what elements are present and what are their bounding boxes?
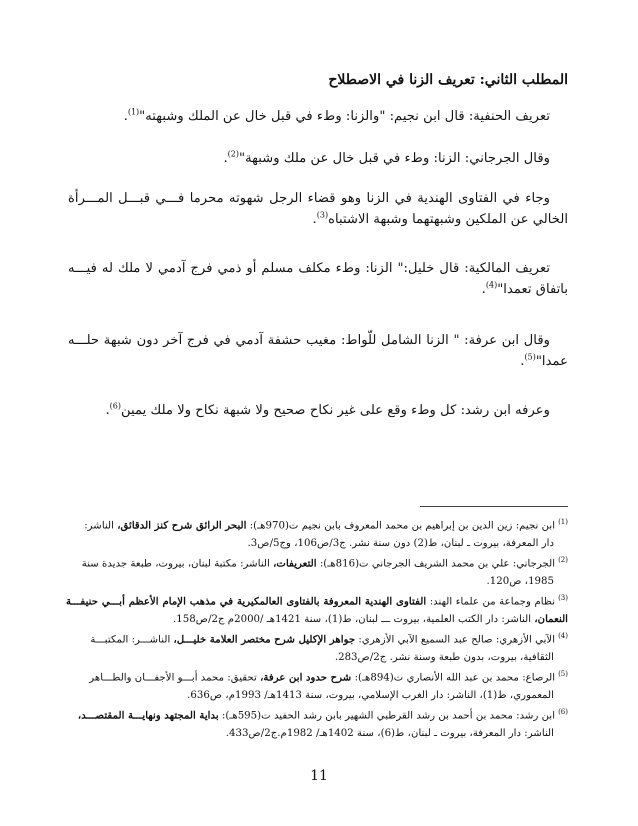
footnote-author: ابن نجيم: زين الدين بن إبراهيم بن محمد المعروف بابن نجيم ت(970هـ): — [249, 520, 556, 532]
footnote-number: (6) — [558, 708, 568, 716]
section-heading: المطلب الثاني: تعريف الزنا في الاصطلاح — [328, 72, 568, 88]
footnote-author: الآبي الأزهري: صالح عبد السميع الآبي الأزهري: — [358, 634, 556, 646]
paragraph-ibn-rushd — [68, 400, 568, 421]
paragraph-end: . — [223, 151, 228, 166]
paragraph-end: . — [520, 354, 525, 369]
footnote-publisher: الناشر: دار الكتب العلمية، بيروت ـــ لبنان، ط(1)، سنة 1421هـ /2000م ج2/ص158. — [173, 613, 532, 625]
footnote-publisher: الناشـــر: المكتبـــة — [90, 634, 171, 646]
paragraph-text: وعرفه ابن رشد: كل وطء وقع على غير نكاح صحيح ولا شبهة نكاح ولا ملك يمين — [120, 403, 550, 418]
footnote-divider — [420, 506, 568, 507]
footnote-2 — [66, 552, 568, 590]
footnote-continuation: الناشر: دار المعرفة، بيروت ـ لبنان، ط(6)، سنة 1402هـ/ 1982م.ج2/ص433. — [225, 727, 554, 739]
paragraph-end: . — [312, 212, 317, 227]
paragraph-text: وجاء في الفتاوى الهندية في الزنا وهو قضاء الرجل شهوته محرما فـــي قبـــل المـــرأة الخالي عن الملكين وشبهتهما وشبهة الاشتباه — [68, 191, 568, 227]
footnote-title: شرح حدود ابن عرفة، — [260, 671, 352, 684]
footnote-number: (1) — [558, 518, 568, 526]
footnote-publisher: الناشر: مكتبة لبنان، بيروت، طبعة جديدة سنة — [81, 558, 270, 570]
footnote-ref[interactable]: (4) — [485, 280, 498, 290]
paragraph-text: تعريف المالكية: قال خليل:" الزنا: وطء مكلف مسلم أو ذمي فرج آدمي لا ملك له فيـــه باتفاق تعمدا" — [68, 261, 568, 297]
paragraph-end: . — [481, 282, 486, 297]
footnote-author: الجرجاني: علي بن محمد الشريف الجرجاني ت(816هـ): — [319, 558, 556, 570]
footnote-continuation: المعموري، ط(1)، الناشر: دار الغرب الإسلامي، بيروت، سنة 1413هـ/ 1993م، ص636. — [187, 689, 554, 701]
page-number: 11 — [310, 768, 328, 784]
footnote-number: (4) — [558, 632, 568, 640]
footnote-4 — [66, 628, 568, 666]
paragraph-jurjani — [68, 148, 568, 169]
footnote-publisher: تحقيق: محمد أبـــو الأجفـــان والطـــاهر — [89, 672, 257, 684]
footnote-ref[interactable]: (3) — [316, 210, 329, 220]
paragraph-end: . — [105, 403, 110, 418]
footnote-title: التعريفات، — [273, 557, 317, 570]
paragraph-hanafi — [68, 106, 568, 127]
footnote-continuation: الثقافية، بيروت، بدون طبعة وسنة نشر. ج2/ص283. — [334, 651, 554, 663]
paragraph-end: . — [123, 109, 128, 124]
footnote-title: بداية المجتهد ونهايـــة المقتصـــد، — [77, 709, 219, 722]
footnote-author: الرصاع: محمد بن عبد الله الأنصاري ت(894هـ): — [354, 672, 556, 684]
paragraph-text: تعريف الحنفية: قال ابن نجيم: "والزنا: وطء في قبل خال عن الملك وشبهته" — [139, 109, 550, 124]
footnote-author: ابن رشد: محمد بن أحمد بن رشد القرطبي الشهير بابن رشد الحفيد ت(595هـ): — [221, 710, 556, 722]
footnote-number: (5) — [558, 670, 568, 678]
footnote-title: البحر الرائق شرح كنز الدقائق، — [117, 519, 247, 532]
footnote-publisher: الناشر: — [84, 520, 114, 532]
footnote-title: جواهر الإكليل شرح مختصر العلامة خليـــل، — [173, 633, 356, 646]
footnote-3 — [66, 590, 568, 628]
footnote-number: (3) — [558, 594, 568, 602]
footnote-ref[interactable]: (5) — [524, 352, 536, 362]
footnote-5 — [66, 666, 568, 704]
footnote-ref[interactable]: (6) — [109, 401, 121, 411]
footnote-6 — [66, 704, 568, 742]
footnote-number: (2) — [558, 556, 568, 564]
paragraph-maliki — [68, 258, 568, 300]
paragraph-ibn-arafa — [68, 330, 568, 372]
footnote-ref[interactable]: (1) — [127, 107, 140, 117]
paragraph-hindiyya — [68, 188, 568, 230]
footnote-continuation: دار المعرفة، بيروت ـ لبنان، ط(2) دون سنة نشر. ج3/ص106، وج5/ص3. — [247, 537, 554, 549]
paragraph-text: وقال ابن عرفة: " الزنا الشامل للّواط: مغيب حشفة آدمي في فرج آخر دون شبهة حلـــه عمدا" — [68, 333, 568, 369]
footnote-author: نظام وجماعة من علماء الهند: — [429, 596, 556, 608]
footnote-1 — [66, 514, 568, 552]
footnote-ref[interactable]: (2) — [227, 149, 240, 159]
footnote-title: الفتاوى الهندية المعروفة بالفتاوى العالمكيرية في مذهب الإمام الأعظم أبـــي حنيفـــة النعمان، — [66, 595, 568, 625]
paragraph-text: وقال الجرجاني: الزنا: وطء في قبل خال عن ملك وشبهة" — [239, 151, 550, 166]
footnote-continuation: 1985، ص120. — [486, 575, 554, 587]
